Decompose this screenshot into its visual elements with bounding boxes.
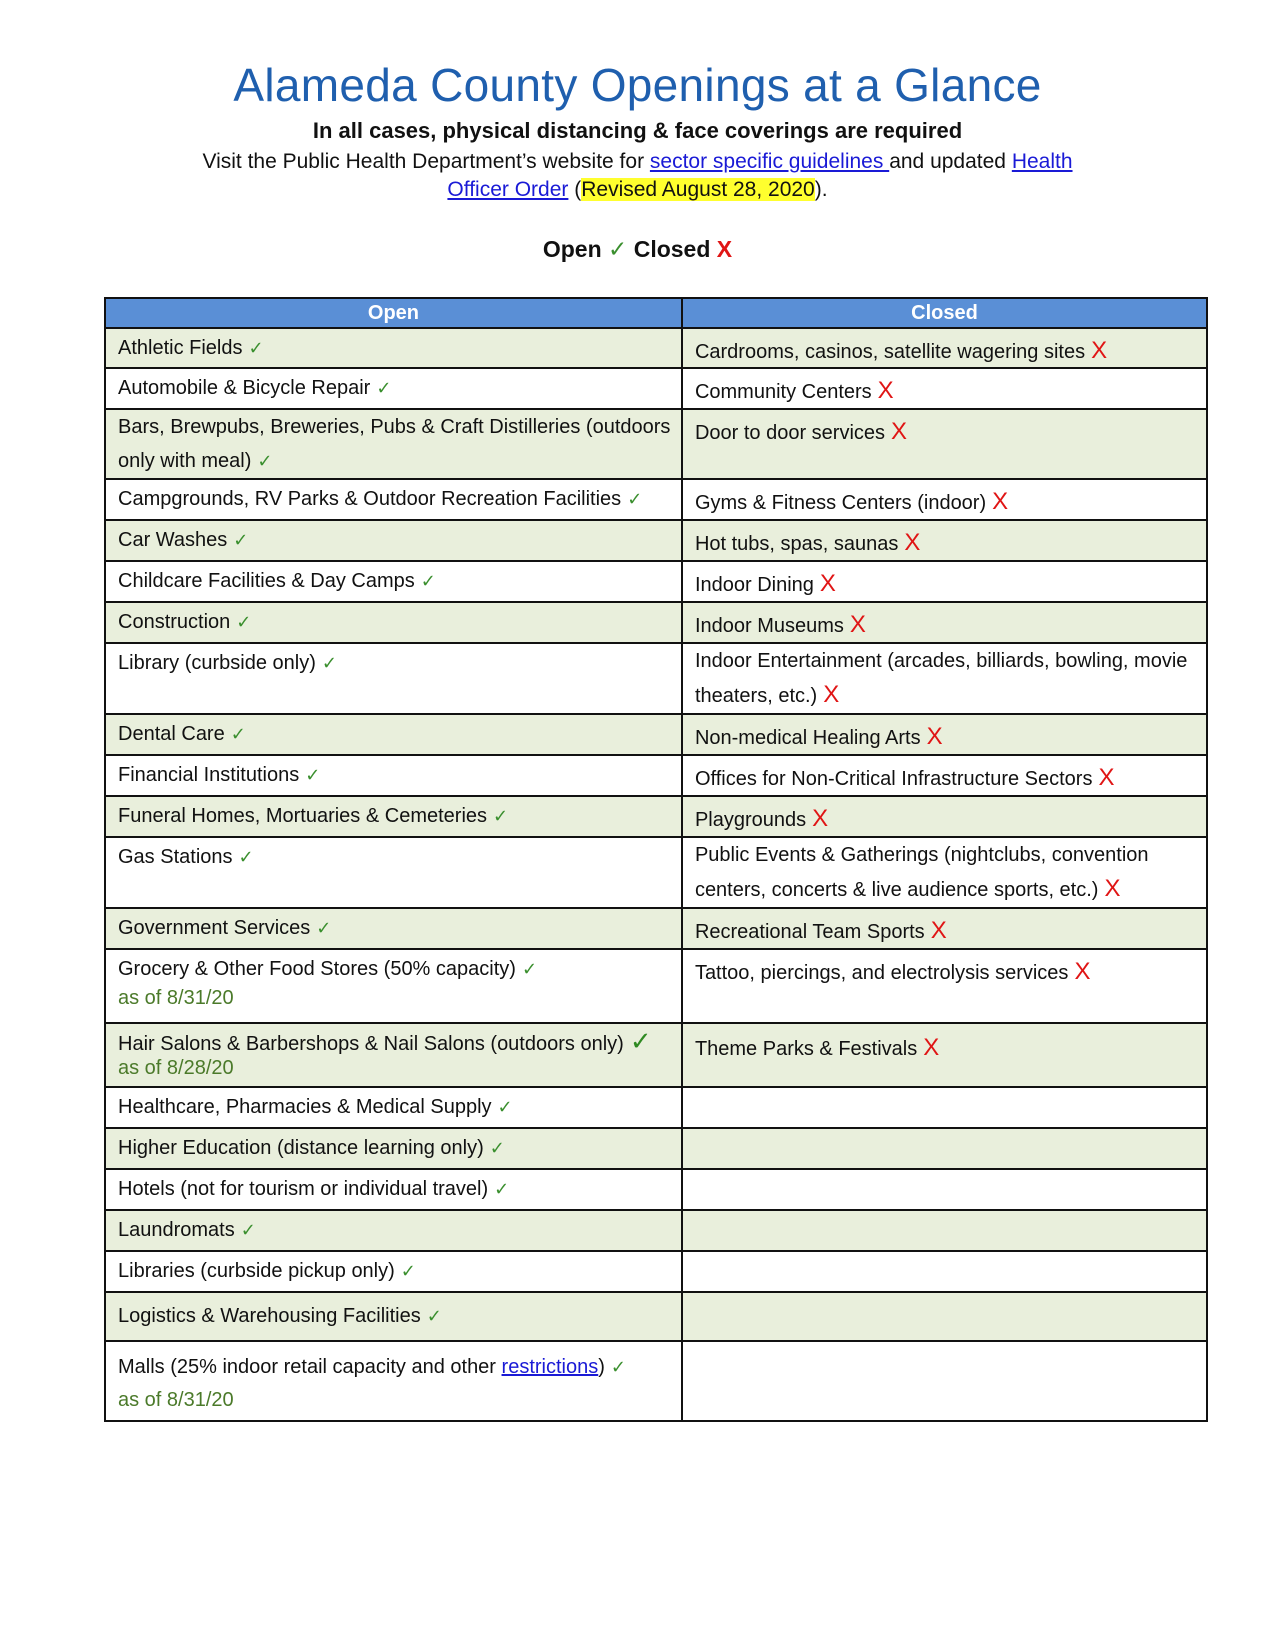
revised-date-highlight: Revised August 28, 2020: [581, 178, 815, 201]
table-row: [105, 479, 1207, 520]
closed-cell-empty: [682, 1292, 1207, 1341]
closed-item-label: Theme Parks & Festivals: [694, 1038, 918, 1060]
x-icon: X: [823, 681, 840, 708]
table-row: [105, 520, 1207, 561]
open-cell: [105, 1251, 682, 1292]
health-order-link-1[interactable]: Health: [1011, 150, 1073, 173]
legend: [0, 236, 1275, 263]
page-subtitle: In all cases, physical distancing & face coverings are required: [312, 118, 963, 143]
closed-item-label: Indoor Museums: [694, 615, 844, 637]
table-row: [105, 949, 1207, 1023]
check-icon: ✓: [305, 765, 321, 785]
open-item-label: Government Services: [118, 917, 311, 939]
closed-cell: [682, 479, 1207, 520]
check-icon: ✓: [420, 571, 436, 591]
check-icon: ✓: [493, 806, 509, 826]
check-icon: ✓: [240, 1220, 256, 1240]
x-icon: X: [891, 418, 908, 445]
open-item-label: Hair Salons & Barbershops & Nail Salons (outdoors only): [118, 1033, 624, 1055]
open-item-label: Athletic Fields: [118, 337, 243, 359]
open-cell: [105, 1128, 682, 1169]
open-item-label: Car Washes: [118, 529, 228, 551]
page-title: Alameda County Openings at a Glance: [233, 59, 1042, 111]
check-icon: ✓: [316, 918, 332, 938]
table-row: [105, 1128, 1207, 1169]
open-cell: [105, 908, 682, 949]
closed-cell: [682, 561, 1207, 602]
check-icon: ✓: [321, 653, 337, 673]
closed-item-label: Non-medical Healing Arts: [694, 727, 921, 749]
visit-prefix: Visit the Public Health Department’s website for: [202, 150, 650, 173]
closed-item-label: Hot tubs, spas, saunas: [694, 533, 899, 555]
open-item-label: Hotels (not for tourism or individual travel): [118, 1178, 489, 1200]
check-icon: ✓: [400, 1261, 416, 1281]
open-cell: [105, 796, 682, 837]
table-row: [105, 755, 1207, 796]
closed-item-label: Public Events & Gatherings (nightclubs, convention centers, concerts & live audience sports, etc.): [694, 844, 1149, 901]
check-icon: ✓: [610, 1357, 626, 1377]
check-icon: ✓: [238, 847, 254, 867]
open-item-label-end: ): [598, 1356, 605, 1378]
open-cell: [105, 755, 682, 796]
closed-cell: [682, 368, 1207, 409]
health-order-link-2[interactable]: Officer Order: [447, 178, 569, 201]
open-item-label: Dental Care: [118, 723, 225, 745]
restrictions-link[interactable]: restrictions: [501, 1356, 599, 1378]
table-row: [105, 1292, 1207, 1341]
closed-cell: [682, 837, 1207, 908]
legend-closed-label: Closed: [633, 236, 711, 262]
openings-table: [104, 297, 1208, 1422]
visit-mid: and updated: [889, 150, 1012, 173]
closed-cell-empty: [682, 1210, 1207, 1251]
open-cell: [105, 1341, 682, 1421]
check-icon: ✓: [233, 530, 249, 550]
open-cell: [105, 643, 682, 714]
open-item-date-note: as of 8/31/20: [118, 1389, 234, 1411]
check-icon: ✓: [627, 489, 643, 509]
table-row: [105, 602, 1207, 643]
closed-cell: [682, 1023, 1207, 1087]
paren-close: ).: [814, 178, 828, 201]
open-cell: [105, 1169, 682, 1210]
table-row: [105, 1251, 1207, 1292]
x-icon: X: [992, 488, 1009, 515]
open-item-label: Library (curbside only): [118, 652, 316, 674]
closed-item-label: Door to door services: [694, 422, 886, 444]
open-item-label: Laundromats: [118, 1219, 235, 1241]
check-icon: ✓: [426, 1306, 442, 1326]
closed-item-label: Recreational Team Sports: [694, 921, 925, 943]
column-header-open: Open: [105, 298, 682, 328]
check-icon: ✓: [257, 451, 273, 471]
open-cell: [105, 602, 682, 643]
x-icon: X: [877, 377, 894, 404]
visit-notice: [0, 148, 1275, 204]
check-icon: ✓: [608, 236, 628, 262]
closed-item-label: Indoor Dining: [694, 574, 814, 596]
closed-cell: [682, 908, 1207, 949]
open-item-label: Healthcare, Pharmacies & Medical Supply: [118, 1096, 492, 1118]
open-item-date-note: as of 8/28/20: [118, 1057, 234, 1079]
open-cell: [105, 1087, 682, 1128]
table-row: [105, 1341, 1207, 1421]
open-cell: [105, 328, 682, 368]
closed-cell-empty: [682, 1169, 1207, 1210]
open-item-label: Libraries (curbside pickup only): [118, 1260, 395, 1282]
x-icon: X: [1098, 764, 1115, 791]
x-icon: X: [1074, 958, 1091, 985]
closed-cell-empty: [682, 1341, 1207, 1421]
open-item-label: Grocery & Other Food Stores (50% capacity): [118, 958, 516, 980]
open-cell: [105, 949, 682, 1023]
x-icon: X: [819, 570, 836, 597]
closed-cell: [682, 602, 1207, 643]
open-cell: [105, 1023, 682, 1087]
open-item-label: Financial Institutions: [118, 764, 300, 786]
closed-item-label: Offices for Non-Critical Infrastructure Sectors: [694, 768, 1093, 790]
table-row: [105, 796, 1207, 837]
table-row: [105, 714, 1207, 755]
open-cell: [105, 1292, 682, 1341]
check-icon: ✓: [489, 1138, 505, 1158]
check-icon: ✓: [236, 612, 252, 632]
open-item-label: Higher Education (distance learning only): [118, 1137, 484, 1159]
x-icon: X: [1104, 875, 1121, 902]
check-icon: ✓: [494, 1179, 510, 1199]
check-icon: ✓: [230, 724, 246, 744]
closed-cell-empty: [682, 1128, 1207, 1169]
open-cell: [105, 561, 682, 602]
closed-cell: [682, 949, 1207, 1023]
open-item-label: Gas Stations: [118, 846, 233, 868]
table-row: [105, 908, 1207, 949]
open-cell: [105, 714, 682, 755]
closed-cell: [682, 520, 1207, 561]
table-row: [105, 643, 1207, 714]
table-row: [105, 328, 1207, 368]
table-row: [105, 837, 1207, 908]
closed-cell: [682, 755, 1207, 796]
column-header-closed: Closed: [682, 298, 1207, 328]
table-row: [105, 1169, 1207, 1210]
x-icon: X: [930, 917, 947, 944]
open-cell: [105, 409, 682, 479]
x-icon: X: [812, 805, 829, 832]
closed-item-label: Indoor Entertainment (arcades, billiards, bowling, movie theaters, etc.): [694, 650, 1188, 707]
closed-item-label: Playgrounds: [694, 809, 807, 831]
table-row: [105, 1023, 1207, 1087]
check-icon: ✓: [376, 378, 392, 398]
paren-open: (: [568, 178, 582, 201]
closed-item-label: Tattoo, piercings, and electrolysis services: [694, 962, 1069, 984]
table-row: [105, 409, 1207, 479]
open-item-date-note: as of 8/31/20: [118, 987, 234, 1009]
x-icon: X: [923, 1034, 940, 1061]
closed-cell: [682, 714, 1207, 755]
open-cell: [105, 368, 682, 409]
open-cell: [105, 520, 682, 561]
open-item-label: Campgrounds, RV Parks & Outdoor Recreation Facilities: [118, 488, 622, 510]
x-icon: X: [849, 611, 866, 638]
closed-item-label: Cardrooms, casinos, satellite wagering sites: [694, 341, 1086, 363]
check-icon: ✓: [629, 1026, 652, 1056]
x-icon: X: [716, 236, 733, 262]
table-row: [105, 368, 1207, 409]
open-item-label: Malls (25% indoor retail capacity and other: [118, 1356, 502, 1378]
closed-cell-empty: [682, 1251, 1207, 1292]
table-row: [105, 1210, 1207, 1251]
sector-guidelines-link[interactable]: sector specific guidelines: [649, 150, 890, 173]
x-icon: X: [904, 529, 921, 556]
closed-cell: [682, 796, 1207, 837]
open-item-label: Construction: [118, 611, 231, 633]
check-icon: ✓: [497, 1097, 513, 1117]
open-cell: [105, 479, 682, 520]
closed-cell: [682, 409, 1207, 479]
x-icon: X: [926, 723, 943, 750]
open-cell: [105, 1210, 682, 1251]
open-item-label: Bars, Brewpubs, Breweries, Pubs & Craft Distilleries (outdoors only with meal): [118, 416, 671, 472]
check-icon: ✓: [248, 338, 264, 358]
x-icon: X: [1091, 337, 1108, 364]
closed-cell: [682, 643, 1207, 714]
legend-open-label: Open: [542, 236, 602, 262]
open-item-label: Funeral Homes, Mortuaries & Cemeteries: [118, 805, 488, 827]
closed-item-label: Community Centers: [694, 381, 872, 403]
open-cell: [105, 837, 682, 908]
table-row: [105, 1087, 1207, 1128]
closed-cell: [682, 328, 1207, 368]
check-icon: ✓: [521, 959, 538, 979]
closed-item-label: Gyms & Fitness Centers (indoor): [694, 492, 987, 514]
table-row: [105, 561, 1207, 602]
closed-cell-empty: [682, 1087, 1207, 1128]
open-item-label: Logistics & Warehousing Facilities: [118, 1305, 421, 1327]
open-item-label: Automobile & Bicycle Repair: [118, 377, 371, 399]
open-item-label: Childcare Facilities & Day Camps: [118, 570, 415, 592]
